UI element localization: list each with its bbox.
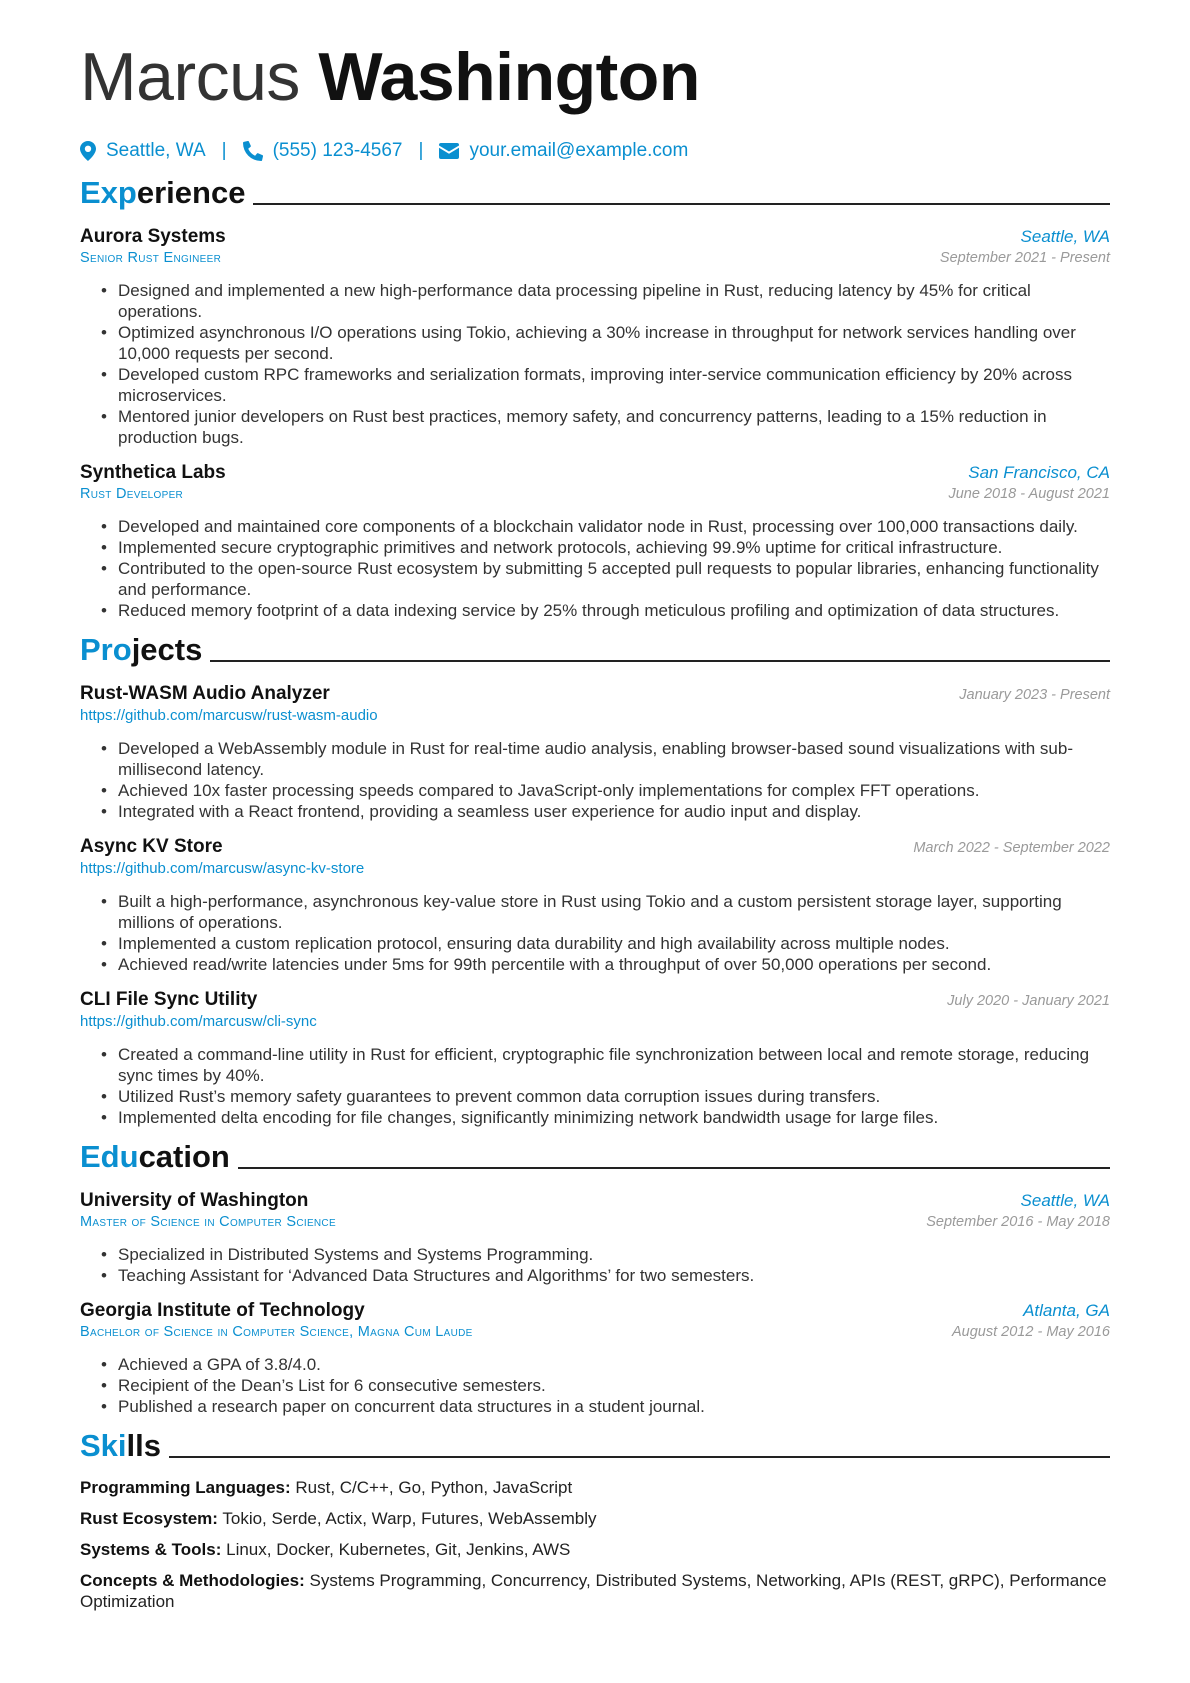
entry-dates: July 2020 - January 2021 [947,993,1110,1009]
job-title: Senior Rust Engineer [80,250,222,266]
school-name: University of Washington [80,1190,309,1211]
contact-separator: | [418,140,424,161]
entry-location: Atlanta, GA [1023,1301,1110,1320]
bullet-item: • Achieved read/write latencies under 5ms for 99th percentile with a throughput of over 50,000 operations per second. [118,954,1110,975]
degree-title: Bachelor of Science in Computer Science, Magna Cum Laude [80,1324,473,1340]
phone-icon [243,141,263,161]
last-name: Washington [318,39,700,115]
skill-category: Systems & Tools: [80,1540,222,1559]
bullet-list [80,891,1110,975]
bullet-item: • Recipient of the Dean’s List for 6 consecutive semesters. [118,1375,1110,1396]
section-title-accent: Ski [80,1428,127,1463]
bullet-list [80,516,1110,621]
skill-values: Linux, Docker, Kubernetes, Git, Jenkins, AWS [226,1540,571,1559]
experience-entry [80,226,1110,448]
education-entry [80,1190,1110,1286]
bullet-list [80,738,1110,822]
location-text: Seattle, WA [106,140,206,161]
first-name: Marcus [80,39,300,115]
bullet-item: • Developed a WebAssembly module in Rust for real-time audio analysis, enabling browser-based sound visualizations with sub-millisecond latency. [118,738,1110,780]
bullet-item: • Reduced memory footprint of a data indexing service by 25% through meticulous profiling and optimization of data structures. [118,600,1110,621]
skill-row [80,1508,1110,1529]
project-link[interactable]: https://github.com/marcusw/async-kv-store [80,860,365,877]
experience-entry [80,462,1110,621]
section-title-rest: cation [138,1139,230,1174]
bullet-list [80,1044,1110,1128]
email-text: your.email@example.com [469,140,689,161]
bullet-list [80,1354,1110,1417]
project-link[interactable]: https://github.com/marcusw/cli-sync [80,1013,317,1030]
entry-dates: March 2022 - September 2022 [913,840,1110,856]
project-link[interactable]: https://github.com/marcusw/rust-wasm-audio [80,707,378,724]
section-title-accent: Edu [80,1139,139,1174]
job-title: Rust Developer [80,486,184,502]
bullet-item: • Utilized Rust’s memory safety guarantees to prevent common data corruption issues during transfers. [118,1086,1110,1107]
section-heading-projects [80,631,1110,669]
company-name: Aurora Systems [80,226,226,247]
section-heading-experience [80,174,1110,212]
project-entry [80,989,1110,1128]
company-name: Synthetica Labs [80,462,226,483]
project-entry [80,836,1110,975]
entry-location: Seattle, WA [1020,1191,1110,1210]
project-name: CLI File Sync Utility [80,989,258,1010]
skill-values: Tokio, Serde, Actix, Warp, Futures, WebAssembly [222,1509,597,1528]
section-title-accent: Pro [80,632,132,667]
contact-email[interactable] [439,140,688,162]
bullet-item: • Achieved 10x faster processing speeds compared to JavaScript-only implementations for complex FFT operations. [118,780,1110,801]
bullet-item: • Implemented a custom replication protocol, ensuring data durability and high availability across multiple nodes. [118,933,1110,954]
bullet-item: • Developed custom RPC frameworks and serialization formats, improving inter-service communication efficiency by 20% across microservices. [118,364,1110,406]
skill-row [80,1477,1110,1498]
bullet-item: • Published a research paper on concurrent data structures in a student journal. [118,1396,1110,1417]
contact-separator: | [221,140,227,161]
bullet-list [80,1244,1110,1286]
bullet-item: • Created a command-line utility in Rust for efficient, cryptographic file synchronization between local and remote storage, reducing sync times by 40%. [118,1044,1110,1086]
entry-dates: September 2021 - Present [939,250,1110,266]
entry-location: San Francisco, CA [968,463,1110,482]
bullet-item: • Optimized asynchronous I/O operations using Tokio, achieving a 30% increase in throughput for network services handling over 10,000 requests per second. [118,322,1110,364]
envelope-icon [439,143,459,159]
entry-location: Seattle, WA [1020,227,1110,246]
skill-values: Systems Programming, Concurrency, Distributed Systems, Networking, APIs (REST, gRPC), Performance Optimization [80,1571,1107,1611]
project-name: Async KV Store [80,836,223,857]
bullet-item: • Developed and maintained core components of a blockchain validator node in Rust, processing over 100,000 transactions daily. [118,516,1110,537]
contact-phone[interactable] [243,140,403,162]
skill-category: Rust Ecosystem: [80,1509,218,1528]
bullet-item: • Mentored junior developers on Rust best practices, memory safety, and concurrency patterns, leading to a 15% reduction in production bugs. [118,406,1110,448]
skill-values: Rust, C/C++, Go, Python, JavaScript [295,1478,573,1497]
bullet-list [80,280,1110,448]
contact-bar [80,138,1110,164]
section-rule [253,203,1110,205]
section-heading-education [80,1138,1110,1176]
bullet-item: • Designed and implemented a new high-performance data processing pipeline in Rust, reducing latency by 45% for critical operations. [118,280,1110,322]
bullet-item: • Integrated with a React frontend, providing a seamless user experience for audio input and display. [118,801,1110,822]
section-rule [238,1167,1110,1169]
section-title-rest: erience [136,175,246,210]
project-name: Rust-WASM Audio Analyzer [80,683,330,704]
map-pin-icon [80,141,96,161]
bullet-item: • Built a high-performance, asynchronous key-value store in Rust using Tokio and a custom persistent storage layer, supporting millions of operations. [118,891,1110,933]
full-name [80,34,1110,120]
skill-category: Concepts & Methodologies: [80,1571,305,1590]
bullet-item: • Implemented delta encoding for file changes, significantly minimizing network bandwidth usage for large files. [118,1107,1110,1128]
section-title-rest: jects [131,632,203,667]
degree-title: Master of Science in Computer Science [80,1214,336,1230]
entry-dates: January 2023 - Present [959,687,1110,703]
section-rule [169,1456,1110,1458]
entry-dates: August 2012 - May 2016 [952,1324,1110,1340]
bullet-item: • Achieved a GPA of 3.8/4.0. [118,1354,1110,1375]
section-title-accent: Exp [80,175,137,210]
skill-row [80,1539,1110,1560]
skill-row [80,1570,1110,1612]
bullet-item: • Specialized in Distributed Systems and Systems Programming. [118,1244,1110,1265]
education-entry [80,1300,1110,1417]
bullet-item: • Implemented secure cryptographic primitives and network protocols, achieving 99.9% uptime for critical infrastructure. [118,537,1110,558]
bullet-item: • Teaching Assistant for ‘Advanced Data Structures and Algorithms’ for two semesters. [118,1265,1110,1286]
contact-location [80,140,206,162]
project-entry [80,683,1110,822]
school-name: Georgia Institute of Technology [80,1300,365,1321]
section-rule [210,660,1110,662]
section-title-rest: lls [126,1428,161,1463]
skill-category: Programming Languages: [80,1478,291,1497]
entry-dates: September 2016 - May 2018 [926,1214,1110,1230]
phone-text: (555) 123-4567 [272,140,403,161]
skills-list [80,1477,1110,1612]
bullet-item: • Contributed to the open-source Rust ecosystem by submitting 5 accepted pull requests to popular libraries, enhancing functionality and performance. [118,558,1110,600]
entry-dates: June 2018 - August 2021 [948,486,1110,502]
section-heading-skills [80,1427,1110,1465]
